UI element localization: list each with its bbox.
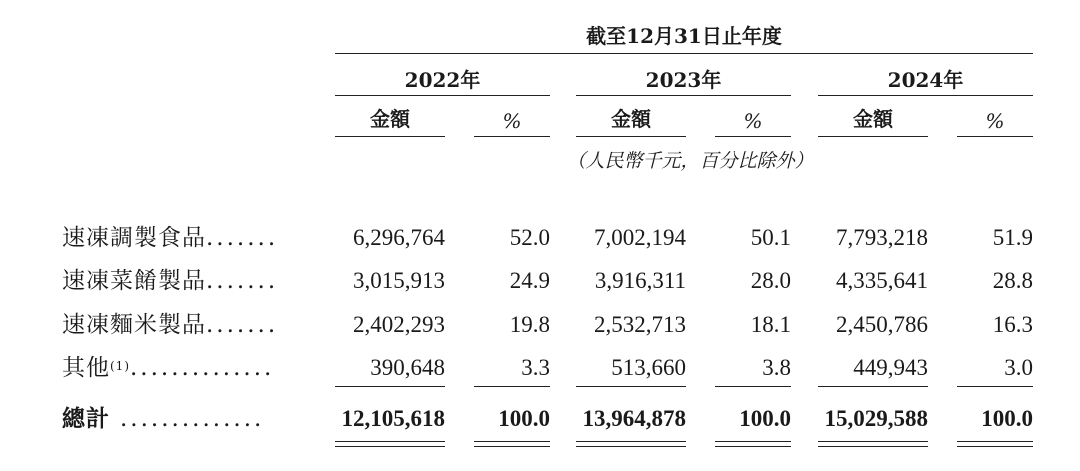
subtotal-rule-amt-2024 bbox=[818, 386, 928, 387]
amount-header-2023: 金額 bbox=[611, 107, 651, 131]
row-label-others: 其他$^{(1)}$.............. bbox=[62, 355, 275, 381]
cell-pct-2022: 3.3 bbox=[521, 355, 550, 380]
row-label-prepared-food: 速凍調製食品....... bbox=[62, 225, 279, 251]
subheader-rule-pct-2022 bbox=[474, 136, 550, 137]
period-header: 截至12月31日止年度 bbox=[586, 24, 782, 48]
subtotal-rule-amt-2022 bbox=[335, 386, 445, 387]
cell-pct-2024: 16.3 bbox=[992, 312, 1033, 337]
row-label-total: 總計 .............. bbox=[62, 405, 265, 432]
cell-pct-2023: 3.8 bbox=[762, 355, 791, 380]
total-double-rule-amt-2024 bbox=[818, 441, 928, 442]
cell-amount-2024: 2,450,786 bbox=[836, 312, 928, 337]
total-double-rule-amt-2022 bbox=[335, 441, 445, 442]
cell-pct-2023: 50.1 bbox=[750, 225, 791, 250]
cell-amount-2023: 3,916,311 bbox=[594, 268, 686, 293]
amount-header-2022: 金額 bbox=[370, 107, 410, 131]
cell-pct-2023: 18.1 bbox=[750, 312, 791, 337]
total-double-rule-amt-2023 bbox=[576, 441, 686, 442]
cell-amount-2022: 390,648 bbox=[370, 355, 445, 380]
total-double-rule-pct-2022 bbox=[474, 441, 550, 442]
total-pct-2022: 100.0 bbox=[498, 406, 550, 431]
cell-amount-2022: 2,402,293 bbox=[353, 312, 445, 337]
year-header-2024: 2024年 bbox=[887, 68, 964, 92]
year-rule-2022 bbox=[335, 95, 550, 96]
cell-amount-2023: 513,660 bbox=[611, 355, 686, 380]
total-double-rule-pct-2024 bbox=[957, 441, 1033, 442]
row-label-dishes: 速凍菜餚製品....... bbox=[62, 268, 279, 294]
dot-leader: .............. bbox=[130, 355, 275, 381]
dot-leader: ....... bbox=[206, 268, 279, 294]
cell-amount-2023: 7,002,194 bbox=[594, 225, 686, 250]
cell-pct-2023: 28.0 bbox=[750, 268, 791, 293]
total-double-rule-pct-2022-b bbox=[474, 446, 550, 447]
subtotal-rule-pct-2024 bbox=[957, 386, 1033, 387]
subheader-rule-amt-2022 bbox=[335, 136, 445, 137]
total-double-rule-amt-2023-b bbox=[576, 446, 686, 447]
pct-header-2023: % bbox=[743, 109, 763, 133]
cell-amount-2022: 3,015,913 bbox=[353, 268, 445, 293]
cell-pct-2024: 3.0 bbox=[1004, 355, 1033, 380]
dot-leader: .............. bbox=[120, 406, 265, 432]
total-double-rule-amt-2022-b bbox=[335, 446, 445, 447]
cell-amount-2024: 7,793,218 bbox=[836, 225, 928, 250]
subheader-rule-pct-2023 bbox=[715, 136, 791, 137]
total-double-rule-pct-2023 bbox=[715, 441, 791, 442]
year-rule-2023 bbox=[576, 95, 791, 96]
total-amount-2024: 15,029,588 bbox=[824, 406, 928, 431]
cell-pct-2022: 52.0 bbox=[509, 225, 550, 250]
footnote-marker: (1) bbox=[110, 359, 130, 373]
cell-amount-2024: 4,335,641 bbox=[836, 268, 928, 293]
cell-amount-2024: 449,943 bbox=[853, 355, 928, 380]
total-amount-2023: 13,964,878 bbox=[582, 406, 686, 431]
subtotal-rule-pct-2022 bbox=[474, 386, 550, 387]
subheader-rule-amt-2024 bbox=[818, 136, 928, 137]
dot-leader: ....... bbox=[206, 225, 279, 251]
year-header-2022: 2022年 bbox=[404, 68, 481, 92]
subtotal-rule-amt-2023 bbox=[576, 386, 686, 387]
cell-pct-2024: 28.8 bbox=[992, 268, 1033, 293]
total-amount-2022: 12,105,618 bbox=[341, 406, 445, 431]
pct-header-2024: % bbox=[985, 109, 1005, 133]
pct-header-2022: % bbox=[502, 109, 522, 133]
total-double-rule-pct-2024-b bbox=[957, 446, 1033, 447]
cell-pct-2022: 24.9 bbox=[509, 268, 550, 293]
total-double-rule-amt-2024-b bbox=[818, 446, 928, 447]
amount-header-2024: 金額 bbox=[853, 107, 893, 131]
subtotal-rule-pct-2023 bbox=[715, 386, 791, 387]
period-rule bbox=[335, 53, 1033, 54]
year-header-2023: 2023年 bbox=[645, 68, 722, 92]
total-double-rule-pct-2023-b bbox=[715, 446, 791, 447]
cell-amount-2022: 6,296,764 bbox=[353, 225, 445, 250]
year-rule-2024 bbox=[818, 95, 1033, 96]
cell-amount-2023: 2,532,713 bbox=[594, 312, 686, 337]
subheader-rule-pct-2024 bbox=[957, 136, 1033, 137]
cell-pct-2022: 19.8 bbox=[509, 312, 550, 337]
row-label-noodle-rice: 速凍麵米製品....... bbox=[62, 312, 279, 338]
total-pct-2024: 100.0 bbox=[981, 406, 1033, 431]
dot-leader: ....... bbox=[206, 312, 279, 338]
unit-note: （人民幣千元，百分比除外） bbox=[566, 150, 814, 172]
cell-pct-2024: 51.9 bbox=[992, 225, 1033, 250]
subheader-rule-amt-2023 bbox=[576, 136, 686, 137]
total-pct-2023: 100.0 bbox=[739, 406, 791, 431]
